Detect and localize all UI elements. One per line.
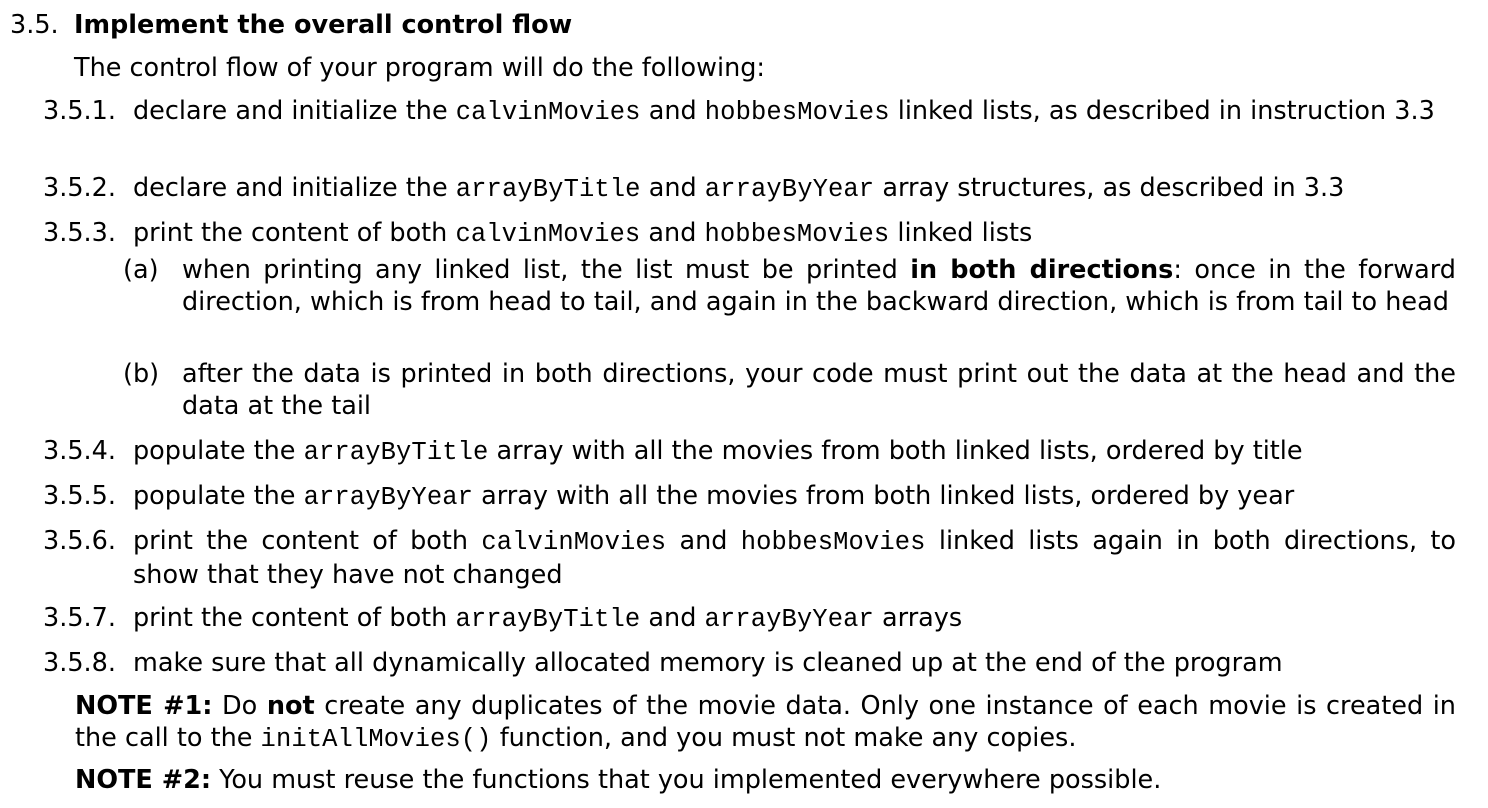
list-item: make sure that all dynamically allocated memory is cleaned up at the end of the program xyxy=(133,648,1283,678)
list-item: populate the arrayByTitle array with all the movies from both linked lists, ordered by title xyxy=(133,436,1303,467)
code-identifier: arrayByYear xyxy=(704,175,875,204)
item-number: 3.5.4. xyxy=(43,436,116,466)
code-identifier: calvinMovies xyxy=(481,528,667,557)
note-1: NOTE #1: Do not create any duplicates of the movie data. Only one instance of each movie is created in the call to the initAllMovies() function, and you must not make any copies. xyxy=(75,691,1456,754)
list-item: print the content of both calvinMovies and hobbesMovies linked lists xyxy=(133,218,1033,249)
item-number: 3.5.1. xyxy=(43,96,116,126)
item-number: 3.5.6. xyxy=(43,526,116,556)
note-2: NOTE #2: You must reuse the functions that you implemented everywhere possible. xyxy=(75,765,1162,795)
code-identifier: arrayByTitle xyxy=(455,175,641,204)
list-item: populate the arrayByYear array with all the movies from both linked lists, ordered by year xyxy=(133,481,1295,512)
code-identifier: hobbesMovies xyxy=(740,528,926,557)
code-identifier: arrayByYear xyxy=(303,483,474,512)
section-heading xyxy=(10,9,59,41)
item-number: 3.5.7. xyxy=(43,603,116,633)
sub-list-item: after the data is printed in both directions, your code must print out the data at the head and the data at the tail xyxy=(182,359,1456,421)
code-identifier: arrayByTitle xyxy=(303,438,489,467)
list-item: print the content of both calvinMovies and hobbesMovies linked lists again in both directions, to show that they have not changed xyxy=(133,526,1456,590)
sub-list-item: when printing any linked list, the list must be printed in both directions: once in the forward direction, which is from head to tail, and again in the backward direction, which is from tail to head xyxy=(182,255,1456,317)
list-item: print the content of both arrayByTitle and arrayByYear arrays xyxy=(133,603,963,634)
item-number: 3.5.5. xyxy=(43,481,116,511)
note-label: NOTE #2: xyxy=(75,765,212,795)
section-number: 3.5. xyxy=(10,10,59,40)
subitem-number: (b) xyxy=(123,359,160,389)
code-identifier: hobbesMovies xyxy=(704,220,890,249)
note-label: NOTE #1: xyxy=(75,691,213,721)
code-identifier: arrayByYear xyxy=(704,605,874,634)
section-intro: The control flow of your program will do the following: xyxy=(74,53,766,83)
list-item: declare and initialize the calvinMovies and hobbesMovies linked lists, as described in instruction 3.3 xyxy=(133,96,1435,127)
code-identifier: calvinMovies xyxy=(455,98,641,127)
emphasis: in both directions xyxy=(910,255,1174,285)
subitem-number: (a) xyxy=(123,255,159,285)
code-identifier: hobbesMovies xyxy=(704,98,890,127)
code-identifier: calvinMovies xyxy=(455,220,641,249)
item-number: 3.5.2. xyxy=(43,173,116,203)
list-item: declare and initialize the arrayByTitle and arrayByYear array structures, as described in 3.3 xyxy=(133,173,1345,204)
item-number: 3.5.3. xyxy=(43,218,116,248)
item-number: 3.5.8. xyxy=(43,648,116,678)
section-title: Implement the overall control flow xyxy=(74,10,573,40)
emphasis: not xyxy=(266,691,315,721)
code-identifier: arrayByTitle xyxy=(455,605,641,634)
code-identifier: initAllMovies() xyxy=(260,725,492,754)
